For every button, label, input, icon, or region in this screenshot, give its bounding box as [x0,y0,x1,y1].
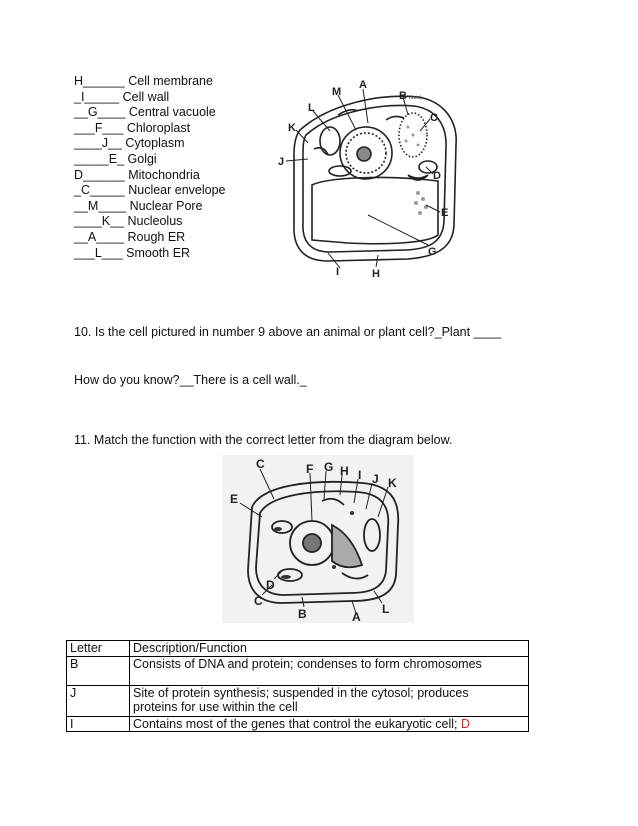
description-text: proteins for use within the cell [133,700,298,714]
table-cell-letter: J [67,685,130,716]
matching-item: ___F___ Chloroplast [74,120,191,135]
diagram1-label: H [372,268,380,280]
diagram1-label: G [428,246,437,258]
table-cell-description [130,656,529,685]
table-cell-letter: B [67,656,130,685]
answer-text: D [460,716,470,731]
matching-item: D______ Mitochondria [74,167,200,182]
diagram1-label: A [359,79,367,91]
diagram1-label: I [336,266,340,278]
matching-item: _____E_ Golgi [74,151,157,166]
diagram1-label: B [399,90,407,102]
diagram1-label: L [308,102,315,114]
diagram1-label: M [332,86,342,98]
diagram2-label: K [388,476,397,490]
table-header-letter: Letter [67,641,130,657]
matching-item: _C_____ Nuclear envelope [74,183,226,198]
table-cell-description [130,685,529,716]
matching-item: __A____ Rough ER [74,229,186,244]
matching-item: __G____ Central vacuole [74,105,216,120]
diagram2-label: I [358,468,362,482]
diagram2-label: A [352,610,361,623]
plant-cell-diagram-1 [268,75,468,280]
diagram2-label: D [266,578,275,592]
question-10-line1: 10. Is the cell pictured in number 9 above an animal or plant cell?_Plant ____ [74,325,502,339]
table-header-row [67,641,529,657]
matching-item: ____K__ Nucleolus [74,214,183,229]
matching-item: __M____ Nuclear Pore [74,198,203,213]
description-text: Contains most of the genes that control the eukaryotic cell; [133,716,458,731]
diagram2-label: C [254,594,263,608]
matching-item: H______ Cell membrane [74,74,213,88]
function-table [66,640,529,732]
question-11-prompt: 11. Match the function with the correct letter from the diagram below. [74,433,453,447]
diagram2-label: G [324,460,334,474]
description-text: Site of protein synthesis; suspended in the cytosol; produces [133,685,469,700]
diagram1-label: E [441,207,449,219]
question-10 [74,292,501,420]
diagram2-label: F [306,462,314,476]
matching-item: ___L___ Smooth ER [74,245,191,260]
matching-item: ____J__ Cytoplasm [74,136,185,151]
diagram1-label: K [288,122,296,134]
table-row [67,656,529,685]
diagram2-label: J [372,472,379,486]
diagram2-label: C [256,457,265,471]
diagram1-label: C [430,112,438,124]
description-text: Consists of DNA and protein; condenses to form chromosomes [133,656,482,671]
plant-cell-diagram-2 [222,455,414,623]
diagram1-label: J [278,156,285,168]
diagram1-note: (dots) [409,95,422,101]
matching-list [74,74,226,261]
diagram2-label: L [382,602,390,616]
diagram1-label: D [433,170,441,182]
diagram2-label: E [230,492,239,506]
table-header-description: Description/Function [130,641,529,657]
diagram2-label: H [340,464,349,478]
diagram2-label: B [298,607,307,621]
question-10-line2: How do you know?__There is a cell wall._ [74,373,307,387]
table-row [67,685,529,716]
table-cell-description [130,716,529,732]
matching-item: _I_____ Cell wall [74,89,170,104]
table-row [67,716,529,732]
table-cell-letter: I [67,716,130,732]
